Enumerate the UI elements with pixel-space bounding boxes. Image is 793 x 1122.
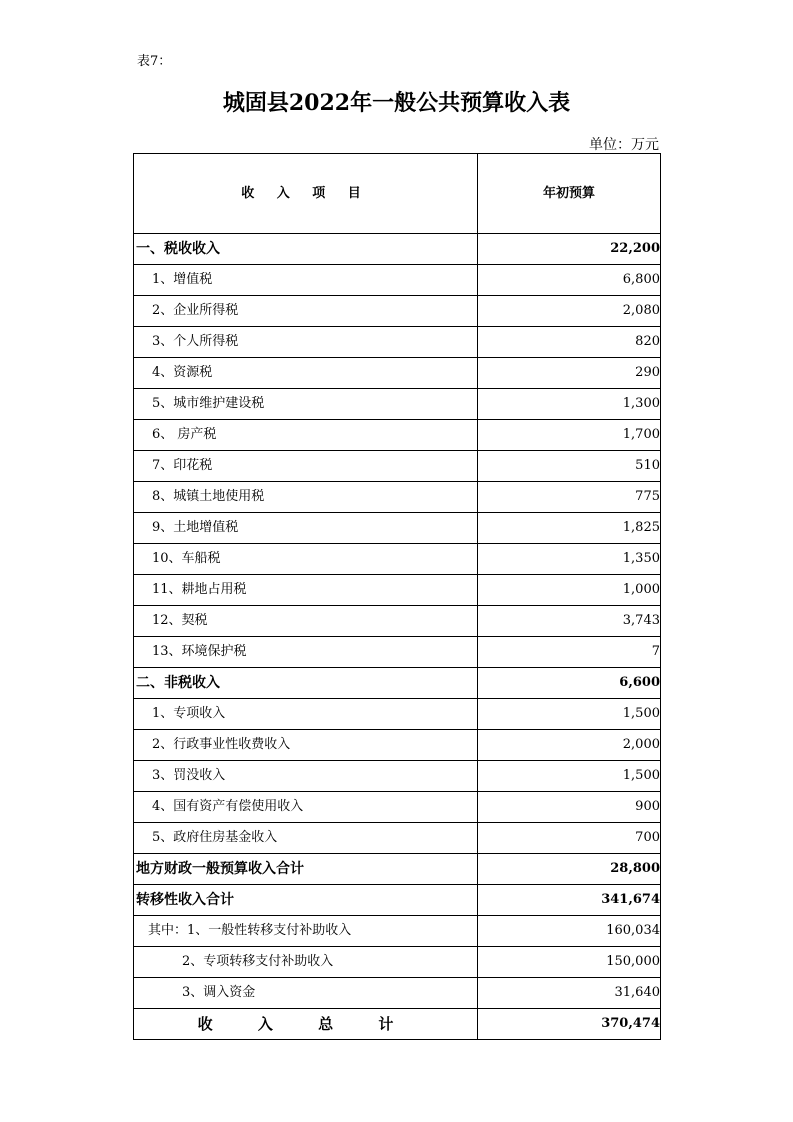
table-number-label: 表7： [137, 54, 172, 69]
table-row [134, 575, 661, 606]
row-value: 28,800 [478, 854, 661, 885]
table-row [134, 792, 661, 823]
row-label: 3、个人所得税 [134, 327, 478, 358]
row-label: 2、行政事业性收费收入 [134, 730, 478, 761]
row-label: 7、印花税 [134, 451, 478, 482]
row-value: 510 [478, 451, 661, 482]
row-label: 8、城镇土地使用税 [134, 482, 478, 513]
row-label: 其中：1、一般性转移支付补助收入 [134, 916, 478, 947]
row-label: 9、土地增值税 [134, 513, 478, 544]
row-label: 6、 房产税 [134, 420, 478, 451]
row-value: 160,034 [478, 916, 661, 947]
row-value: 820 [478, 327, 661, 358]
row-value: 2,080 [478, 296, 661, 327]
row-label: 4、资源税 [134, 358, 478, 389]
row-label: 地方财政一般预算收入合计 [134, 854, 478, 885]
table-row [134, 823, 661, 854]
row-value: 1,700 [478, 420, 661, 451]
row-label: 1、增值税 [134, 265, 478, 296]
row-label: 1、专项收入 [134, 699, 478, 730]
row-value: 3,743 [478, 606, 661, 637]
table-row [134, 699, 661, 730]
unit-label: 单位：万元 [589, 137, 659, 153]
row-label: 3、罚没收入 [134, 761, 478, 792]
row-value: 700 [478, 823, 661, 854]
row-value: 1,350 [478, 544, 661, 575]
row-label: 12、契税 [134, 606, 478, 637]
table-row [134, 730, 661, 761]
row-label: 11、耕地占用税 [134, 575, 478, 606]
budget-table [133, 153, 661, 1040]
row-label: 5、城市维护建设税 [134, 389, 478, 420]
row-value: 341,674 [478, 885, 661, 916]
row-label: 3、调入资金 [134, 978, 478, 1009]
table-row [134, 265, 661, 296]
table-row [134, 296, 661, 327]
row-label: 2、专项转移支付补助收入 [134, 947, 478, 978]
table-row [134, 327, 661, 358]
row-label: 2、企业所得税 [134, 296, 478, 327]
row-value: 1,500 [478, 699, 661, 730]
table-row [134, 420, 661, 451]
table-row [134, 358, 661, 389]
row-label: 一、税收收入 [134, 234, 478, 265]
row-value: 7 [478, 637, 661, 668]
table-row [134, 947, 661, 978]
row-value: 31,640 [478, 978, 661, 1009]
page-title: 城固县2022年一般公共预算收入表 [222, 90, 571, 116]
table-row [134, 854, 661, 885]
row-value: 6,600 [478, 668, 661, 699]
row-value: 900 [478, 792, 661, 823]
row-label: 4、国有资产有偿使用收入 [134, 792, 478, 823]
row-label: 13、环境保护税 [134, 637, 478, 668]
row-label: 10、车船税 [134, 544, 478, 575]
table-row [134, 513, 661, 544]
row-value: 22,200 [478, 234, 661, 265]
table-row [134, 234, 661, 265]
column-header-item: 收 入 项 目 [134, 154, 478, 234]
row-value: 1,825 [478, 513, 661, 544]
table-row [134, 389, 661, 420]
table-row [134, 482, 661, 513]
table-header-row [134, 154, 661, 234]
table-row [134, 761, 661, 792]
row-label: 5、政府住房基金收入 [134, 823, 478, 854]
row-value: 2,000 [478, 730, 661, 761]
table-row [134, 668, 661, 699]
row-value: 150,000 [478, 947, 661, 978]
row-value: 1,500 [478, 761, 661, 792]
row-value: 290 [478, 358, 661, 389]
row-value: 370,474 [478, 1009, 661, 1040]
row-value: 775 [478, 482, 661, 513]
row-value: 1,000 [478, 575, 661, 606]
row-label: 二、非税收入 [134, 668, 478, 699]
table-row [134, 978, 661, 1009]
table-row [134, 916, 661, 947]
table-row [134, 606, 661, 637]
table-row [134, 544, 661, 575]
row-label: 收 入 总 计 [134, 1009, 478, 1040]
row-value: 1,300 [478, 389, 661, 420]
column-header-budget: 年初预算 [478, 154, 661, 234]
table-row [134, 451, 661, 482]
row-value: 6,800 [478, 265, 661, 296]
table-row [134, 885, 661, 916]
table-row [134, 637, 661, 668]
table-row-total [134, 1009, 661, 1040]
row-label: 转移性收入合计 [134, 885, 478, 916]
